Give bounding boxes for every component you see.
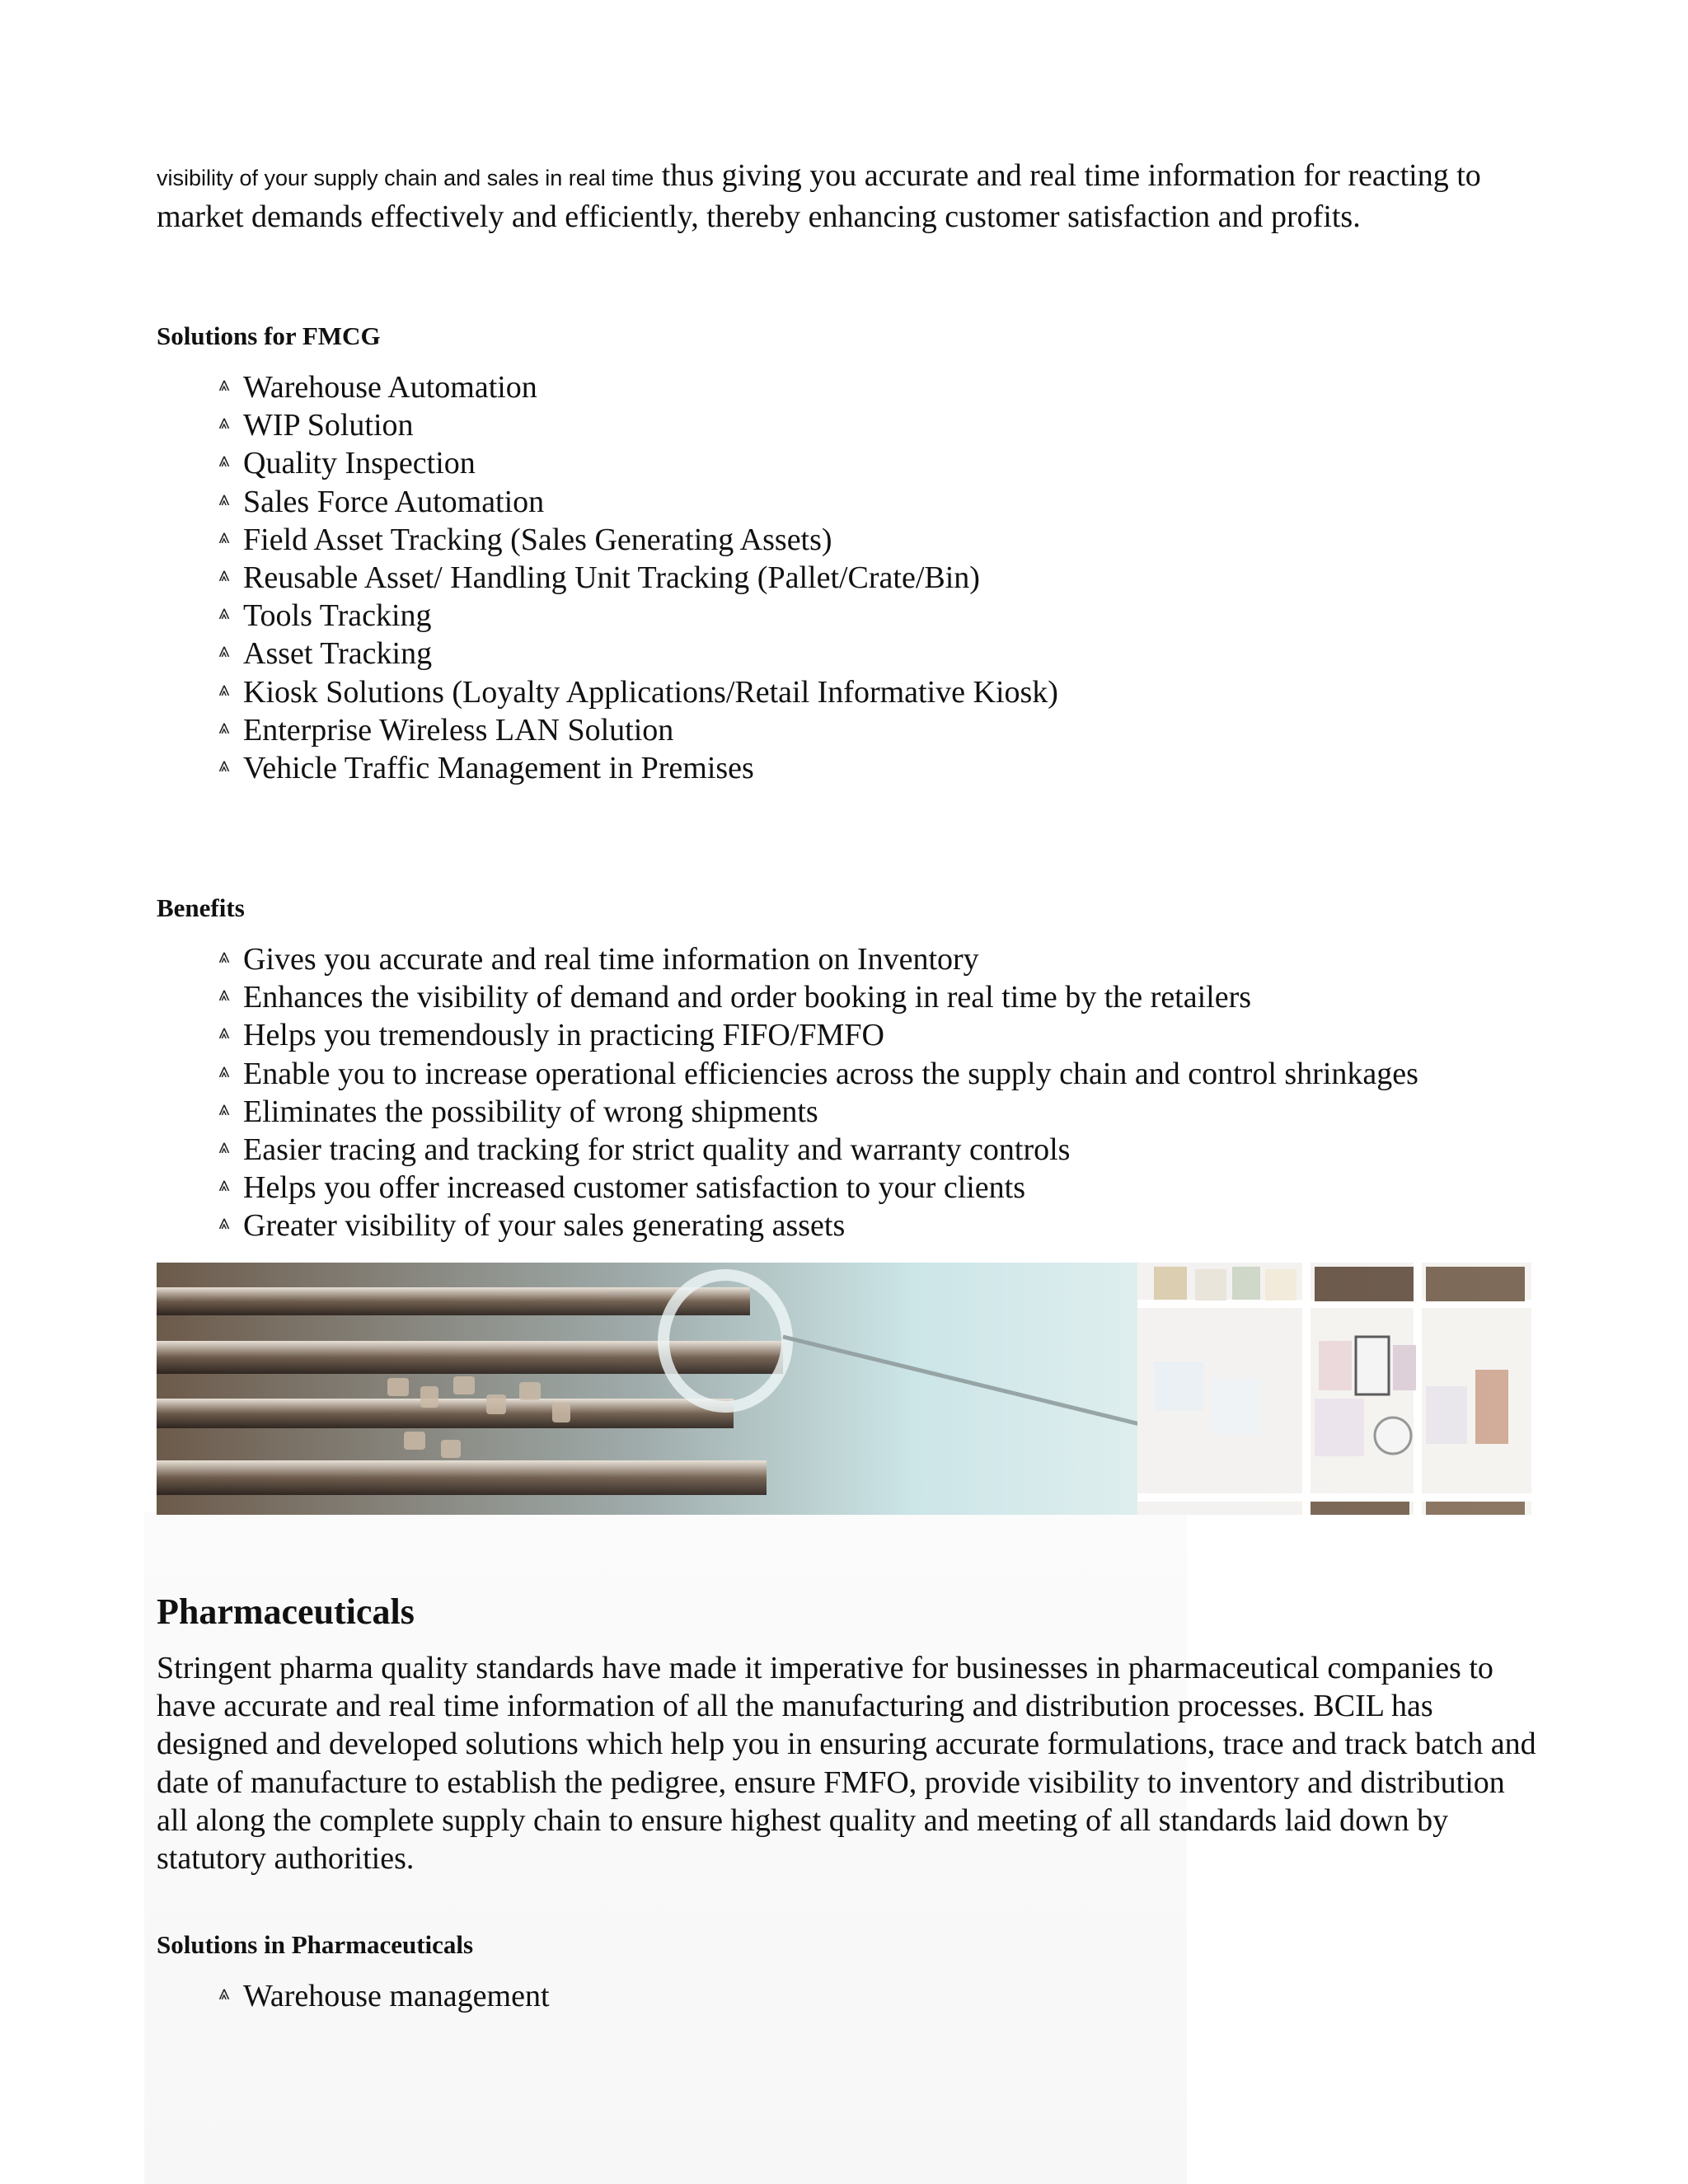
benefit-item-text: Easier tracing and tracking for strict quality and warranty controls xyxy=(243,1132,1071,1168)
bullet-arrow-icon: ⩓ xyxy=(218,984,230,1006)
benefit-item-text: Enhances the visibility of demand and order booking in real time by the retailers xyxy=(243,980,1252,1015)
benefit-item-text: Helps you tremendously in practicing FIFO/FMFO xyxy=(243,1018,884,1053)
fmcg-solution-item xyxy=(218,635,1058,673)
fmcg-solution-item-text: Kiosk Solutions (Loyalty Applications/Retail Informative Kiosk) xyxy=(243,674,1058,710)
bullet-arrow-icon: ⩓ xyxy=(218,374,230,396)
intro-paragraph xyxy=(157,157,1541,237)
bullet-arrow-icon: ⩓ xyxy=(218,1060,230,1082)
bullet-arrow-icon: ⩓ xyxy=(218,755,230,777)
benefits-list xyxy=(218,940,1418,1245)
pharma-solutions-heading: Solutions in Pharmaceuticals xyxy=(157,1930,474,1959)
pharma-banner-image xyxy=(157,1263,1531,1515)
fmcg-solution-item xyxy=(218,559,1058,597)
benefit-item-text: Enable you to increase operational efficiencies across the supply chain and control shrinkages xyxy=(243,1056,1418,1091)
benefit-item xyxy=(218,1093,1418,1131)
fmcg-solution-item-text: Sales Force Automation xyxy=(243,484,545,519)
pharma-solution-item-text: Warehouse management xyxy=(243,1979,550,2013)
benefit-item xyxy=(218,1207,1418,1244)
fmcg-solution-item-text: Asset Tracking xyxy=(243,636,433,672)
benefit-item xyxy=(218,1131,1418,1169)
fmcg-solution-item-text: Tools Tracking xyxy=(243,598,432,634)
fmcg-solution-item xyxy=(218,711,1058,749)
fmcg-solution-item-text: Field Asset Tracking (Sales Generating Assets) xyxy=(243,522,832,557)
fmcg-solution-item xyxy=(218,749,1058,787)
fmcg-solution-item-text: Vehicle Traffic Management in Premises xyxy=(243,751,754,786)
bullet-arrow-icon: ⩓ xyxy=(218,1983,230,2004)
benefit-item xyxy=(218,978,1418,1016)
fmcg-solution-item xyxy=(218,521,1058,559)
intro-lead-text: visibility of your supply chain and sales in real time xyxy=(157,166,654,190)
fmcg-solution-item xyxy=(218,597,1058,635)
fmcg-solution-item-text: Enterprise Wireless LAN Solution xyxy=(243,712,674,748)
bullet-arrow-icon: ⩓ xyxy=(218,716,230,738)
benefit-item-text: Gives you accurate and real time information on Inventory xyxy=(243,942,979,977)
benefits-heading: Benefits xyxy=(157,893,245,922)
bullet-arrow-icon: ⩓ xyxy=(218,946,230,968)
pharmaceuticals-title: Pharmaceuticals xyxy=(157,1591,415,1632)
fmcg-solution-item-text: Reusable Asset/ Handling Unit Tracking (Pallet/Crate/Bin) xyxy=(243,560,980,596)
fmcg-solution-item xyxy=(218,406,1058,444)
benefit-item-text: Greater visibility of your sales generating assets xyxy=(243,1208,846,1244)
fmcg-solutions-list xyxy=(218,368,1058,787)
fmcg-solution-item-text: Quality Inspection xyxy=(243,446,476,481)
fmcg-solution-item xyxy=(218,673,1058,711)
pharma-solution-item xyxy=(218,1977,550,2015)
benefit-item-text: Helps you offer increased customer satisfaction to your clients xyxy=(243,1170,1026,1206)
bullet-arrow-icon: ⩓ xyxy=(218,1098,230,1120)
bullet-arrow-icon: ⩓ xyxy=(218,450,230,472)
fmcg-solution-item-text: WIP Solution xyxy=(243,408,414,443)
fmcg-heading: Solutions for FMCG xyxy=(157,321,381,350)
bullet-arrow-icon: ⩓ xyxy=(218,412,230,434)
benefit-item xyxy=(218,1016,1418,1054)
pharma-solutions-list xyxy=(218,1977,550,2015)
bullet-arrow-icon: ⩓ xyxy=(218,488,230,510)
bullet-arrow-icon: ⩓ xyxy=(218,565,230,587)
fmcg-solution-item xyxy=(218,444,1058,482)
bullet-arrow-icon: ⩓ xyxy=(218,678,230,701)
bullet-arrow-icon: ⩓ xyxy=(218,1174,230,1197)
bullet-arrow-icon: ⩓ xyxy=(218,602,230,625)
bullet-arrow-icon: ⩓ xyxy=(218,526,230,548)
benefit-item-text: Eliminates the possibility of wrong shipments xyxy=(243,1094,818,1129)
bullet-arrow-icon: ⩓ xyxy=(218,1022,230,1044)
benefit-item xyxy=(218,1169,1418,1207)
bullet-arrow-icon: ⩓ xyxy=(218,1212,230,1235)
bullet-arrow-icon: ⩓ xyxy=(218,640,230,663)
benefit-item xyxy=(218,940,1418,978)
intro-rest-text: thus giving you accurate and real time information for reacting to market demands effectively and efficiently, thereby enhancing customer satisfaction and profits. xyxy=(157,158,1481,234)
fmcg-solution-item xyxy=(218,368,1058,406)
bullet-arrow-icon: ⩓ xyxy=(218,1137,230,1159)
pharmaceuticals-paragraph: Stringent pharma quality standards have made it imperative for businesses in pharmaceutical companies to have accurate and real time information of all the manufacturing and distribution processes. BCIL has designed and developed solutions which help you in ensuring accurate formulations, trace and track batch and date of manufacture to establish the pedigree, ensure FMFO, provide visibility to inventory and distribution all along the complete supply chain to ensure highest quality and meeting of all standards laid down by statutory authorities. xyxy=(157,1651,1536,1877)
benefit-item xyxy=(218,1055,1418,1093)
fmcg-solution-item-text: Warehouse Automation xyxy=(243,370,537,405)
fmcg-solution-item xyxy=(218,483,1058,521)
